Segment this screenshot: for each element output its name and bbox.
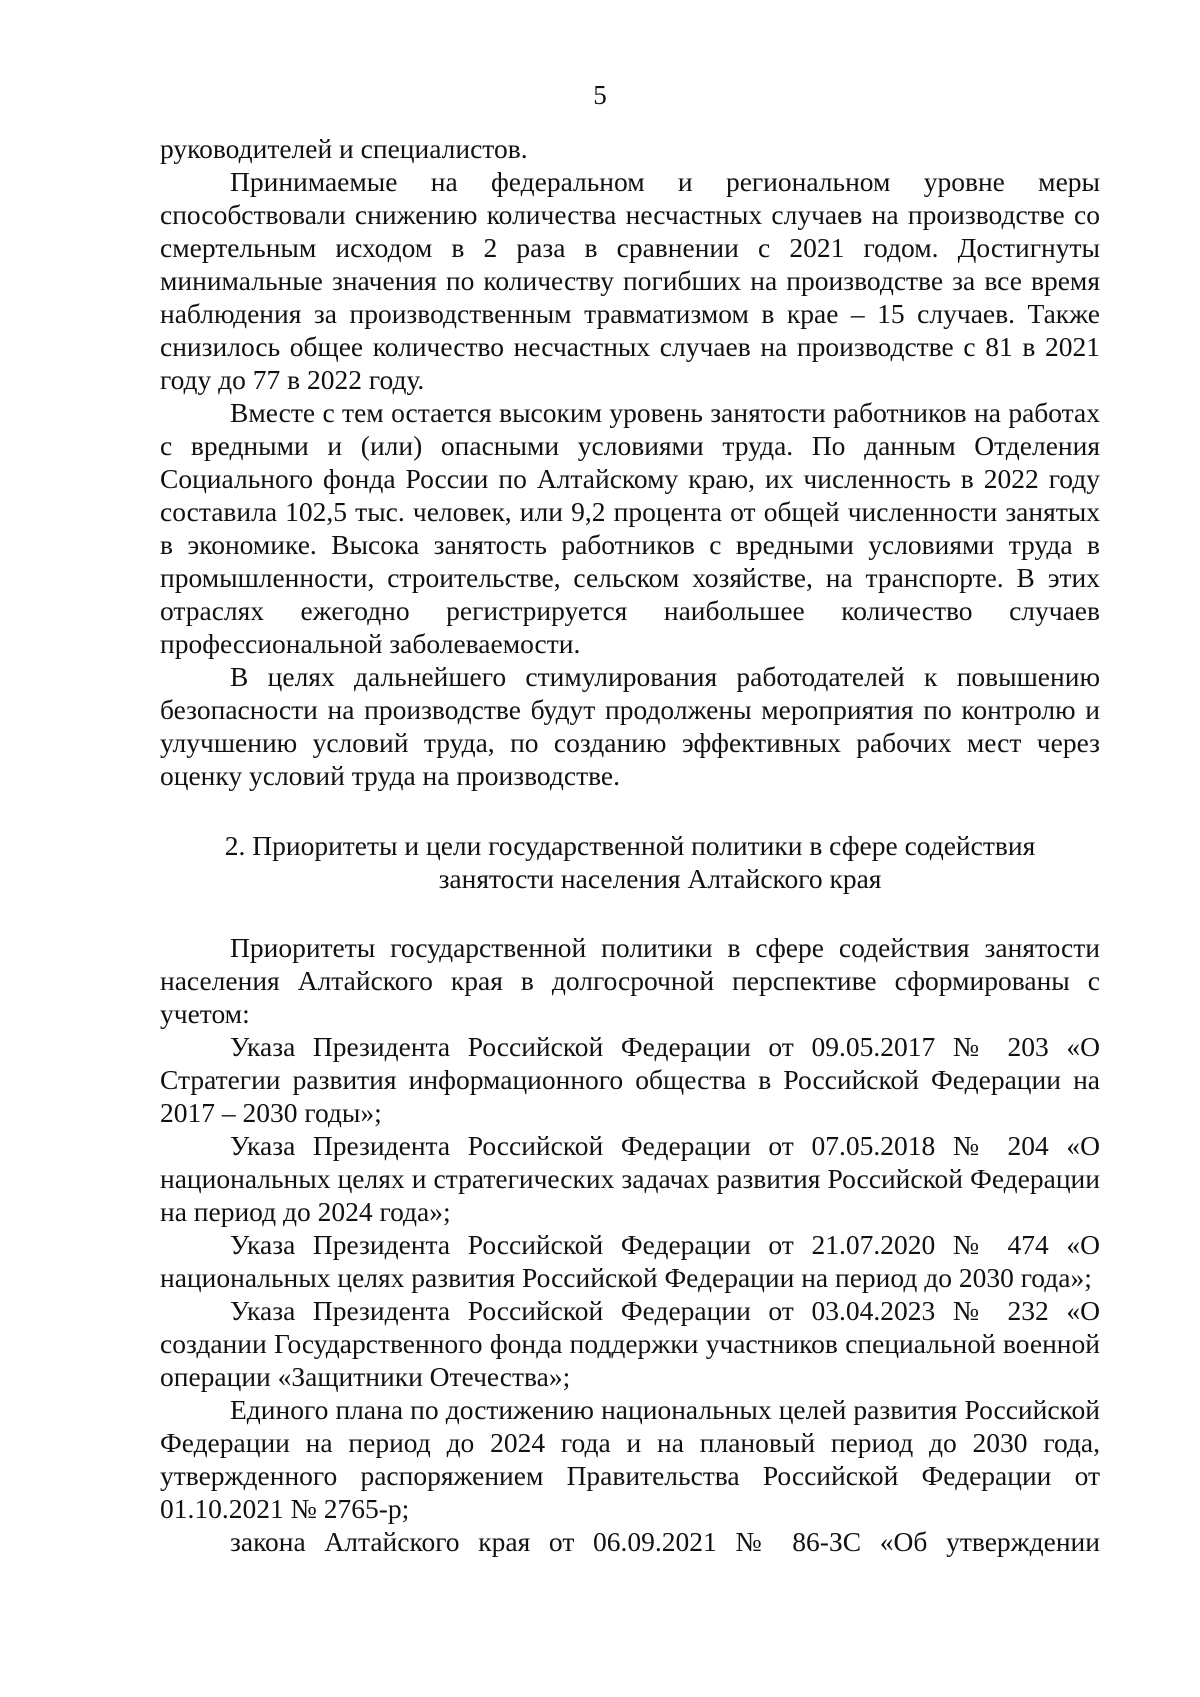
list-item-unified-plan: Единого плана по достижению национальных целей развития Российской Федерации на период до 2024 года и на плановый период до 2030 года, утвержденного распоряжением Правительства Российской Федерации от 01.10.2021 № 2765-р;	[160, 1394, 1100, 1524]
section-heading-line-2: занятости населения Алтайского края	[438, 863, 882, 894]
list-item-decree-203: Указа Президента Российской Федерации от 09.05.2017 № 203 «О Стратегии развития информационного общества в Российской Федерации на 2017 – 2030 годы»;	[160, 1031, 1100, 1128]
paragraph-safety-measures: В целях дальнейшего стимулирования работодателей к повышению безопасности на производстве будут продолжены мероприятия по контролю и улучшению условий труда, по созданию эффективных рабочих мест через оценку условий труда на производстве.	[160, 661, 1100, 791]
paragraph-accident-reduction: Принимаемые на федеральном и региональном уровне меры способствовали снижению количества несчастных случаев на производстве со смертельным исходом в 2 раза в сравнении с 2021 годом. Достигнуты минимальные значения по количеству погибших на производстве за все время наблюдения за производственным травматизмом в крае – 15 случаев. Также снизилось общее количество несчастных случаев на производстве с 81 в 2021 году до 77 в 2022 году.	[160, 166, 1100, 395]
document-body	[160, 132, 1100, 1558]
list-item-decree-474: Указа Президента Российской Федерации от 21.07.2020 № 474 «О национальных целях развития Российской Федерации на период до 2030 года»;	[160, 1229, 1100, 1293]
section-heading-line-1: 2. Приоритеты и цели государственной политики в сфере содействия	[224, 830, 1036, 861]
paragraph-continuation: руководителей и специалистов.	[160, 133, 528, 164]
page-number: 5	[593, 80, 607, 110]
paragraph-hazardous-employment: Вместе с тем остается высоким уровень занятости работников на работах с вредными и (или) опасными условиями труда. По данным Отделения Социального фонда России по Алтайскому краю, их численность в 2022 году составила 102,5 тыс. человек, или 9,2 процента от общей численности занятых в экономике. Высока занятость работников с вредными условиями труда в промышленности, строительстве, сельском хозяйстве, на транспорте. В этих отраслях ежегодно регистрируется наибольшее количество случаев профессиональной заболеваемости.	[160, 397, 1100, 659]
list-item-decree-232: Указа Президента Российской Федерации от 03.04.2023 № 232 «О создании Государственного фонда поддержки участников специальной военной операции «Защитники Отечества»;	[160, 1295, 1100, 1392]
list-item-decree-204: Указа Президента Российской Федерации от 07.05.2018 № 204 «О национальных целях и стратегических задачах развития Российской Федерации на период до 2024 года»;	[160, 1130, 1100, 1227]
section-heading	[160, 829, 1100, 895]
list-item-regional-law: закона Алтайского края от 06.09.2021 № 86-ЗС «Об утверждении	[230, 1526, 1100, 1557]
paragraph-priorities-intro: Приоритеты государственной политики в сфере содействия занятости населения Алтайского края в долгосрочной перспективе сформированы с учетом:	[160, 932, 1100, 1029]
